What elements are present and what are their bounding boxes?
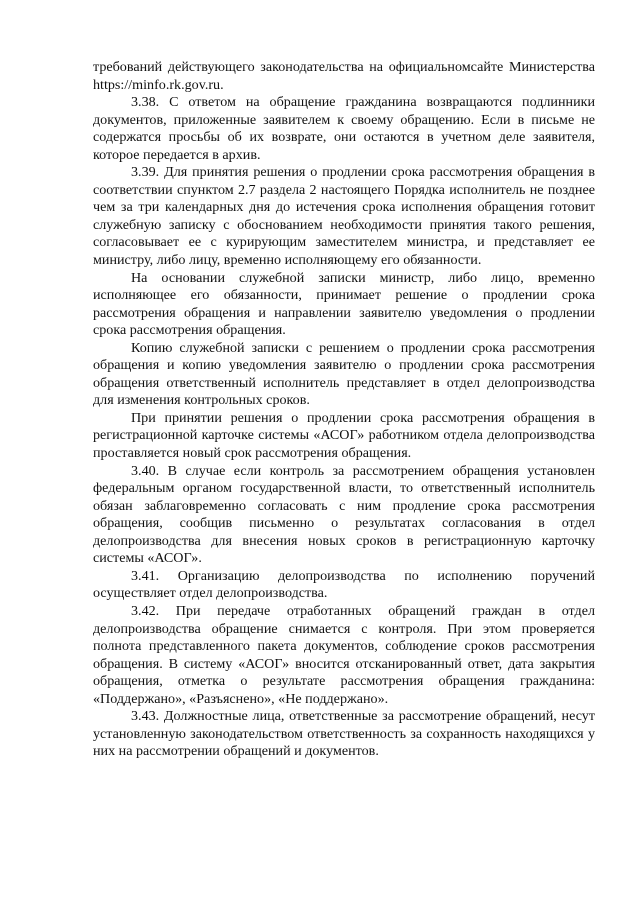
- paragraph-3-40: 3.40. В случае если контроль за рассмотрением обращения установлен федеральным органом государственной власти, то ответственный исполнитель обязан заблаговременно согласовать с ним продление срока рассмотрения обращения, сообщив письменно о результатах согласования в отдел делопроизводства для внесения новых сроков в регистрационную карточку системы «АСОГ».: [93, 462, 595, 567]
- paragraph-3-42: 3.42. При передаче отработанных обращений граждан в отдел делопроизводства обращение снимается с контроля. При этом проверяется полнота представленного пакета документов, соблюдение сроков рассмотрения обращения. В систему «АСОГ» вносится отсканированный ответ, дата закрытия обращения, отметка о результате рассмотрения обращения гражданина: «Поддержано», «Разъяснено», «Не поддержано».: [93, 602, 595, 707]
- paragraph-memo-copy: Копию служебной записки с решением о продлении срока рассмотрения обращения и копию уведомления заявителю о продлении срока рассмотрения обращения ответственный исполнитель представляет в отдел делопроизводства для изменения контрольных сроков.: [93, 339, 595, 409]
- paragraph-3-38: 3.38. С ответом на обращение гражданина возвращаются подлинники документов, приложенные заявителем к своему обращению. Если в письме не содержатся просьбы об их возврате, они остаются в учетном деле заявителя, которое передается в архив.: [93, 94, 595, 163]
- document-body: [93, 59, 595, 761]
- paragraph-memo-decision: На основании служебной записки министр, либо лицо, временно исполняющее его обязанности, принимает решение о продлении срока рассмотрения обращения и направлении заявителю уведомления о продлении срока рассмотрения обращения.: [93, 269, 595, 339]
- paragraph-3-41: 3.41. Организацию делопроизводства по исполнению поручений осуществляет отдел делопроизводства.: [93, 567, 595, 602]
- paragraph-3-39: 3.39. Для принятия решения о продлении срока рассмотрения обращения в соответствии спунктом 2.7 раздела 2 настоящего Порядка исполнитель не позднее чем за три календарных дня до истечения срока исполнения обращения готовит служебную записку с обоснованием необходимости принятия такого решения, согласовывает ее с курирующим заместителем министра, и представляет ее министру, либо лицу, временно исполняющему его обязанности.: [93, 164, 595, 269]
- paragraph-3-43: 3.43. Должностные лица, ответственные за рассмотрение обращений, несут установленную законодательством ответственность за сохранность находящихся у них на рассмотрении обращений и документов.: [93, 708, 595, 760]
- paragraph-continuation: требований действующего законодательства на официальномсайте Министерства https://minfo.rk.gov.ru.: [93, 59, 595, 93]
- paragraph-new-deadline: При принятии решения о продлении срока рассмотрения обращения в регистрационной карточке системы «АСОГ» работником отдела делопроизводства проставляется новый срок рассмотрения обращения.: [93, 409, 595, 462]
